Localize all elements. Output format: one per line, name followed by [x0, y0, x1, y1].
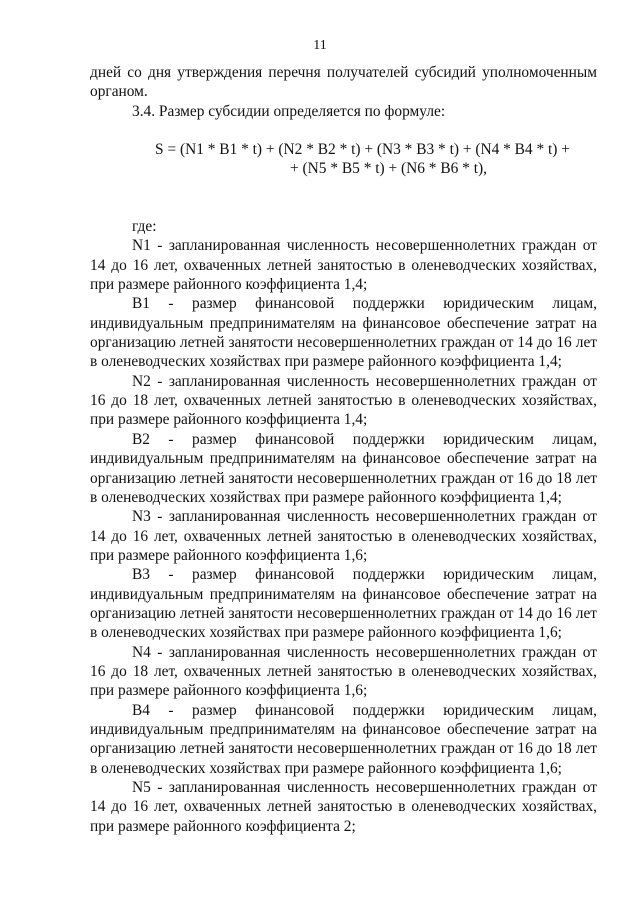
- definition-b3: B3 - размер финансовой поддержки юридическим лицам, индивидуальным предпринимателям на финансовое обеспечение затрат на организацию летней занятости несовершеннолетних граждан от 14 до 16 лет в оленеводческих хозяйствах при размере районного коэффициента 1,6;: [90, 566, 597, 642]
- definition-b4: B4 - размер финансовой поддержки юридическим лицам, индивидуальным предпринимателям на финансовое обеспечение затрат на организацию летней занятости несовершеннолетних граждан от 16 до 18 лет в оленеводческих хозяйствах при размере районного коэффициента 1,6;: [90, 701, 597, 777]
- definition-b2: B2 - размер финансовой поддержки юридическим лицам, индивидуальным предпринимателям на финансовое обеспечение затрат на организацию летней занятости несовершеннолетних граждан от 16 до 18 лет в оленеводческих хозяйствах при размере районного коэффициента 1,4;: [90, 430, 597, 506]
- intro-paragraph: дней со дня утверждения перечня получателей субсидий уполномоченным органом.: [90, 64, 597, 101]
- formula-line-2: + (N5 * B5 * t) + (N6 * B6 * t),: [290, 160, 487, 178]
- definition-n3: N3 - запланированная численность несовершеннолетних граждан от 14 до 16 лет, охваченных летней занятостью в оленеводческих хозяйствах, при размере районного коэффициента 1,6;: [90, 508, 597, 564]
- document-body: [90, 63, 597, 836]
- definition-n4: N4 - запланированная численность несовершеннолетних граждан от 16 до 18 лет, охваченных летней занятостью в оленеводческих хозяйствах, при размере районного коэффициента 1,6;: [90, 643, 597, 700]
- section-3-4-paragraph: 3.4. Размер субсидии определяется по формуле:: [132, 102, 446, 120]
- definition-n5: N5 - запланированная численность несовершеннолетних граждан от 14 до 16 лет, охваченных летней занятостью в оленеводческих хозяйствах, при размере районного коэффициента 2;: [90, 779, 597, 835]
- page-number: 11: [313, 38, 327, 53]
- subsidy-formula: [90, 140, 597, 178]
- definition-n2: N2 - запланированная численность несовершеннолетних граждан от 16 до 18 лет, охваченных летней занятостью в оленеводческих хозяйствах, при размере районного коэффициента 1,4;: [90, 372, 597, 429]
- formula-line-1: S = (N1 * B1 * t) + (N2 * B2 * t) + (N3 * B3 * t) + (N4 * B4 * t) +: [155, 141, 570, 159]
- where-label: где:: [132, 218, 157, 236]
- definition-n1: N1 - запланированная численность несовершеннолетних граждан от 14 до 16 лет, охваченных летней занятостью в оленеводческих хозяйствах, при размере районного коэффициента 1,4;: [90, 237, 597, 294]
- definition-b1: B1 - размер финансовой поддержки юридическим лицам, индивидуальным предпринимателям на финансовое обеспечение затрат на организацию летней занятости несовершеннолетних граждан от 14 до 16 лет в оленеводческих хозяйствах при размере районного коэффициента 1,4;: [90, 295, 597, 371]
